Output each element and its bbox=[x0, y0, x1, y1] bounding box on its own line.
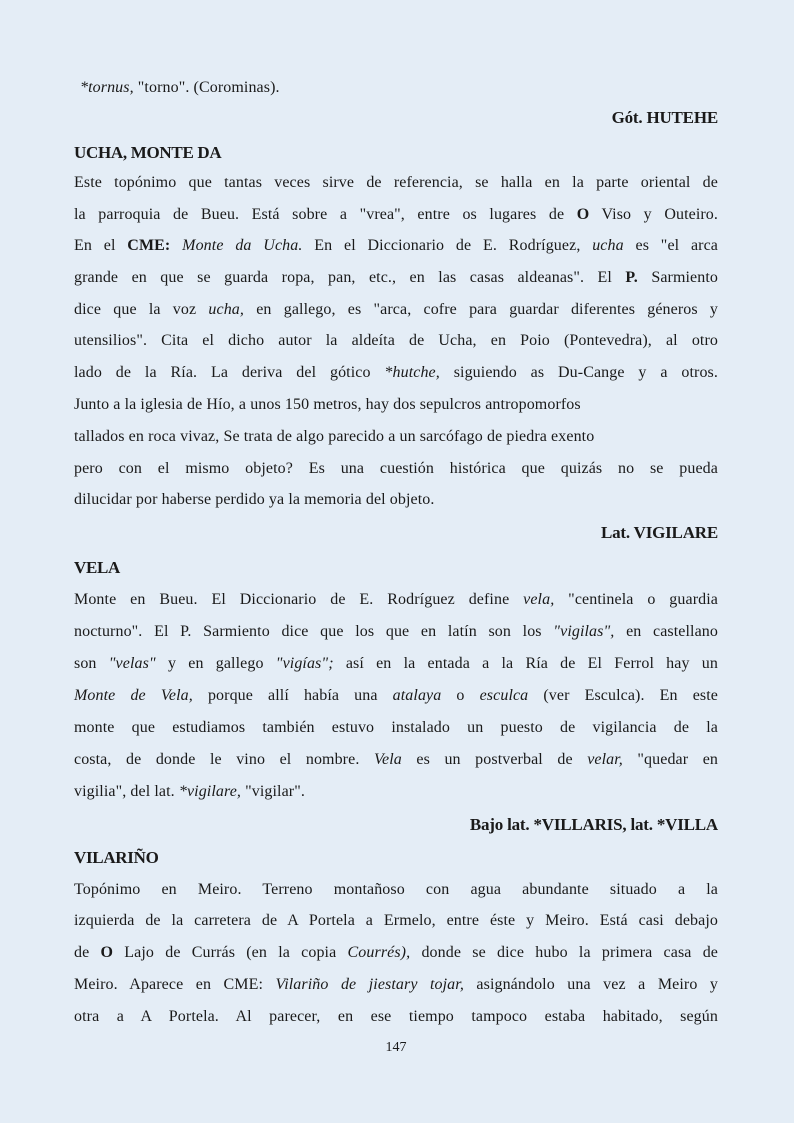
paragraph-line bbox=[74, 943, 718, 963]
text-run: nocturno". El P. Sarmiento dice que los que en latín son los bbox=[74, 623, 554, 640]
text-run: "quedar en bbox=[622, 751, 718, 768]
text-run: utensilios". Cita el dicho autor la aldeíta de Ucha, en Poio (Pontevedra), al otro bbox=[74, 332, 718, 349]
text-run: (ver Esculca). En este bbox=[528, 687, 718, 704]
text-run: lado de la Ría. La deriva del gótico bbox=[74, 364, 385, 381]
italic-term: Vilariño de jiestary tojar, bbox=[275, 976, 464, 993]
italic-term: Monte da Ucha. bbox=[182, 237, 303, 254]
italic-term: *tornus, bbox=[80, 79, 134, 96]
paragraph-line bbox=[74, 911, 718, 931]
italic-term: ucha bbox=[592, 237, 624, 254]
text-run: o bbox=[441, 687, 480, 704]
text-run: porque allí había una bbox=[192, 687, 393, 704]
paragraph-line bbox=[74, 268, 718, 288]
text-run: dilucidar por haberse perdido ya la memoria del objeto. bbox=[74, 491, 435, 508]
paragraph-line bbox=[74, 459, 718, 479]
paragraph-line bbox=[74, 300, 718, 320]
text-run: en castellano bbox=[614, 623, 718, 640]
text-run: "vigilar". bbox=[241, 783, 305, 800]
paragraph-line bbox=[74, 750, 718, 770]
italic-term: vela, bbox=[523, 591, 555, 608]
text-run: Monte en Bueu. El Diccionario de E. Rodríguez define bbox=[74, 591, 524, 608]
paragraph-line bbox=[74, 363, 718, 383]
text-run: es un postverbal de bbox=[401, 751, 588, 768]
text-run: vigilia", del lat. bbox=[74, 783, 179, 800]
bold-text: O bbox=[576, 206, 590, 223]
text-run: donde se dice hubo la primera casa de bbox=[410, 944, 718, 961]
text-run: son bbox=[74, 655, 109, 672]
paragraph-line bbox=[74, 395, 718, 415]
paragraph-line bbox=[74, 490, 718, 510]
paragraph-line bbox=[74, 975, 718, 995]
bold-text: P. bbox=[625, 269, 638, 286]
italic-term: "vigías"; bbox=[275, 655, 334, 672]
italic-term: Courrés), bbox=[347, 944, 411, 961]
bold-text: O bbox=[100, 944, 114, 961]
text-run: En el bbox=[74, 237, 128, 254]
text-run: Lajo de Currás (en la copia bbox=[113, 944, 348, 961]
text-run: izquierda de la carretera de A Portela a Ermelo, entre éste y Meiro. Está casi debajo bbox=[74, 912, 718, 929]
text-run: es "el arca bbox=[623, 237, 719, 254]
paragraph-line bbox=[74, 880, 718, 900]
entry-heading bbox=[74, 558, 718, 578]
text-run: Meiro. Aparece en CME: bbox=[74, 976, 276, 993]
text-run: dice que la voz bbox=[74, 301, 209, 318]
page-number: 147 bbox=[385, 1040, 407, 1055]
entry-heading bbox=[74, 848, 718, 868]
paragraph-line bbox=[74, 173, 718, 193]
paragraph-line bbox=[74, 205, 718, 225]
paragraph-line bbox=[80, 78, 724, 98]
italic-term: atalaya bbox=[392, 687, 442, 704]
bold-text: CME: bbox=[127, 237, 171, 254]
text-run: en gallego, es "arca, cofre para guardar diferentes géneros y bbox=[244, 301, 718, 318]
text-run: costa, de donde le vino el nombre. bbox=[74, 751, 374, 768]
italic-term: "vigilas", bbox=[553, 623, 615, 640]
text-run: pero con el mismo objeto? Es una cuestión histórica que quizás no se pueda bbox=[74, 460, 718, 477]
text-run: "torno". (Corominas). bbox=[133, 79, 280, 96]
paragraph-line bbox=[74, 686, 718, 706]
text-run: asignándolo una vez a Meiro y bbox=[463, 976, 719, 993]
text-run: monte que estudiamos también estuvo instalado un puesto de vigilancia de la bbox=[74, 719, 718, 736]
paragraph-line bbox=[74, 236, 718, 256]
text-run: Sarmiento bbox=[637, 269, 718, 286]
text-run: UCHA, MONTE DA bbox=[74, 143, 222, 162]
paragraph-line bbox=[74, 1007, 718, 1027]
italic-term: Monte de Vela, bbox=[74, 687, 193, 704]
paragraph-line bbox=[74, 427, 718, 447]
italic-term: ucha, bbox=[208, 301, 245, 318]
text-run: VELA bbox=[74, 558, 121, 577]
text-run: Junto a la iglesia de Hío, a unos 150 metros, hay dos sepulcros antropomorfos bbox=[74, 396, 581, 413]
text-run: "centinela o guardia bbox=[554, 591, 718, 608]
italic-term: Vela bbox=[373, 751, 402, 768]
italic-term: *hutche, bbox=[384, 364, 440, 381]
text-run: siguiendo as Du-Cange y a otros. bbox=[439, 364, 718, 381]
text-run: Este topónimo que tantas veces sirve de referencia, se halla en la parte oriental de bbox=[74, 174, 718, 191]
text-run bbox=[170, 237, 182, 254]
text-run: la parroquia de Bueu. Está sobre a "vrea", entre os lugares de bbox=[74, 206, 577, 223]
italic-term: *vigilare, bbox=[178, 783, 242, 800]
text-run: Gót. HUTEHE bbox=[611, 108, 718, 127]
italic-term: velar, bbox=[587, 751, 623, 768]
etymology-line bbox=[74, 523, 718, 543]
italic-term: esculca bbox=[479, 687, 529, 704]
text-run: Bajo lat. *VILLARIS, lat. *VILLA bbox=[469, 815, 718, 834]
paragraph-line bbox=[74, 654, 718, 674]
etymology-line bbox=[74, 815, 718, 835]
text-run: Lat. VIGILARE bbox=[600, 523, 718, 542]
paragraph-line bbox=[74, 590, 718, 610]
text-run: Topónimo en Meiro. Terreno montañoso con agua abundante situado a la bbox=[74, 881, 718, 898]
paragraph-line bbox=[74, 331, 718, 351]
paragraph-line bbox=[74, 782, 718, 802]
text-run: grande en que se guarda ropa, pan, etc., en las casas aldeanas". El bbox=[74, 269, 626, 286]
text-run: VILARIÑO bbox=[74, 848, 159, 867]
etymology-line bbox=[74, 108, 718, 128]
text-run: otra a A Portela. Al parecer, en ese tiempo tampoco estaba habitado, según bbox=[74, 1008, 718, 1025]
text-run: tallados en roca vivaz, Se trata de algo parecido a un sarcófago de piedra exento bbox=[74, 428, 595, 445]
text-run: así en la entada a la Ría de El Ferrol hay un bbox=[333, 655, 718, 672]
text-run: de bbox=[74, 944, 101, 961]
entry-heading bbox=[74, 143, 718, 163]
text-run: Viso y Outeiro. bbox=[589, 206, 718, 223]
document-page bbox=[74, 0, 718, 1123]
paragraph-line bbox=[74, 622, 718, 642]
italic-term: "velas" bbox=[108, 655, 156, 672]
text-run: y en gallego bbox=[155, 655, 276, 672]
text-run: En el Diccionario de E. Rodríguez, bbox=[302, 237, 593, 254]
paragraph-line bbox=[74, 718, 718, 738]
